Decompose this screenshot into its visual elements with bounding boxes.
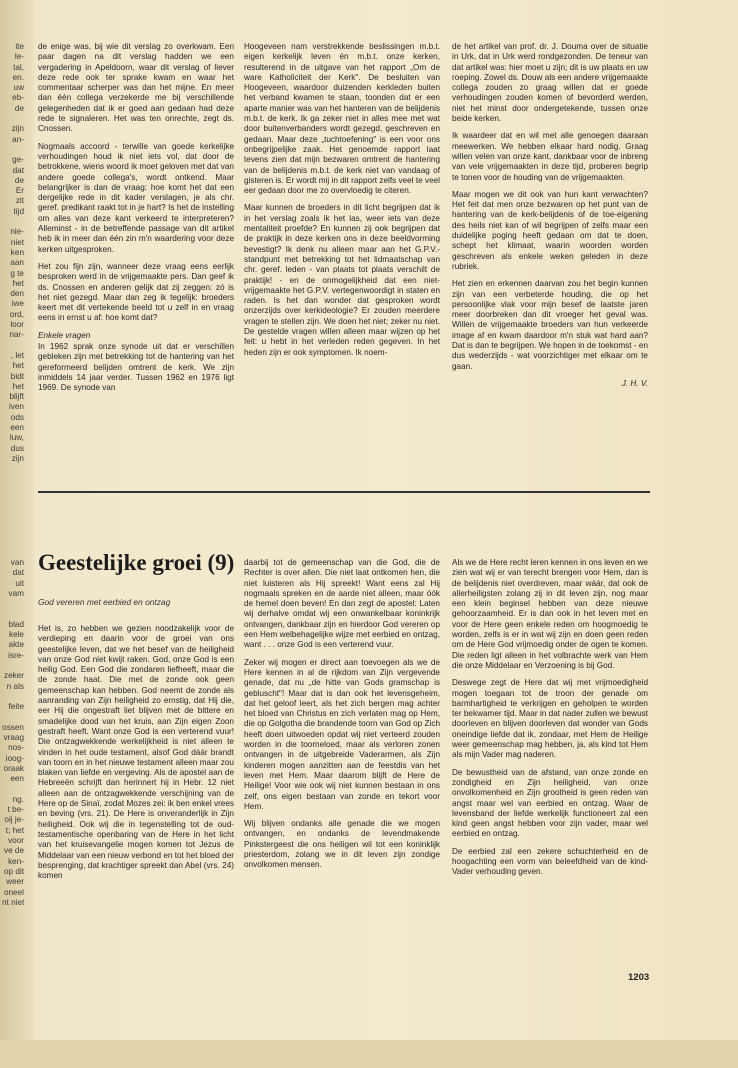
margin-fragment: van [10,558,24,567]
margin-fragment: zeker [3,671,24,681]
paragraph: Maar mogen we dit ook van hun kant verwachten? Het feit dat men onze bezwaren op het punt van de hantering van de kerk-belijdenis of de toe-eigening des heils niet kan of wil begrijpen of zelfs maar een duidelijke poging heeft gedaan om dat te doen, schept het klimaat, waarin woorden worden geschreven als enkele weken geleden in deze rubriek. [452,189,648,271]
margin-fragment: ossen [2,722,24,732]
margin-fragment: uw [13,83,24,93]
paragraph: Nogmaals accoord - terwille van goede kerkelijke verhoudingen houd ik niet iets vol, dat door de betrokkene, wiens woord ik moet geloven met dat van andere goede collega's, wordt ontkend. Maar belangrijker is dan de vraag: hoe komt het dat een dergelijke rede in dit kader verslagen, je als chr. geref. predikant raakt tot in je hart? Is het de instelling om alles van deze kant verkeerd te interpreteren? Alleminst - in de betreffende passage van dit artikel heb ik in meer dan één zin m'n waardering voor deze kerken uitgesproken. [38,141,234,254]
margin-fragment: ve de [3,846,24,856]
article-kicker: God vereren met eerbied en ontzag [38,597,171,607]
article-column-3 [452,558,648,958]
margin-fragment: oneel [3,887,24,897]
margin-fragment: ioog- [5,753,24,763]
margin-fragment: ods [10,412,24,422]
margin-fragment: zit [15,196,24,206]
margin-fragment [2,217,24,227]
margin-fragment: g te [10,268,24,278]
section-divider [38,491,650,493]
margin-fragments-bottom [2,558,24,908]
paragraph: Het zou fijn zijn, wanneer deze vraag eens eerlijk besproken werd in de vrijgemaakte pers. Dan geef ik ds. Cnossen en anderen gelijk dat zij zeggen: zó is het niet gezegd. Maar dan zeg ik tegelijk: broeders keert met dit vertekende beeld tot u zelf in en vraag eens in ernst u af: hoe komt dat? [38,261,234,323]
paragraph: De eerbied zal een zekere schuchterheid en de hoogachting een vorm van beleefdheid van de kind-Vader verhouding geven. [452,846,648,877]
margin-fragment: den [10,289,24,299]
margin-fragment: tal, [13,62,24,72]
paragraph: Als we de Here recht leren kennen in ons leven en we zien wat wij er van terecht brengen voor Hem, dan is de belijdenis niet overdreven, maar wáár, dat ook de allerheiligsten zolang zij in dit leven zijn, nog maar een klein beginsel hebben van deze nieuwe gehoorzaamheid. Er is dan ook in het leven met en voor de Here geen enkele reden om hoogmoedig te worden, zelfs is er in wat wij zijn en doen geen reden om de Here God vrijmoedig onder de ogen te komen. Die reden ligt alleen in het volbrachte werk van Hem die onze Middelaar en Verzoening is bij God. [452,558,648,670]
margin-fragment: zijn [11,124,24,134]
margin-fragment: ge- [12,155,24,165]
margin-fragment [2,114,24,124]
margin-fragment: n als [6,681,24,691]
margin-fragment: vam [8,588,24,598]
subheading: Enkele vragen [38,330,91,340]
margin-fragment: weer [6,877,24,887]
margin-fragment: een [10,422,24,432]
margin-fragments-top [2,42,24,464]
margin-fragment: Er [15,186,24,196]
margin-fragment: luw, [9,433,24,443]
margin-fragment: eb- [12,93,24,103]
margin-fragment: t be- [7,805,24,815]
margin-fragment: op dit [3,866,24,876]
article-column-1 [38,624,234,1024]
margin-fragment: de [14,175,24,185]
margin-fragment: aan [10,258,24,268]
article-column-2 [244,558,440,1024]
margin-fragment [2,712,24,722]
margin-fragment: voor [8,836,24,846]
paragraph: In 1962 sprak onze synode uit dat er verschillen gebleken zijn met betrekking tot de hantering van het gereformeerd belijden omtrent de kerk. We zijn inmiddels 14 jaar verder. Tussen 1962 en 1976 ligt 1969. De synode van [38,342,234,393]
margin-fragment [2,692,24,702]
margin-fragment: le- [14,52,24,62]
margin-fragment: iven [8,402,24,412]
paragraph: de het artikel van prof. dr. J. Douma over de situatie in Urk, dat in Urk werd rondgezonden. De teneur van dat artikel was: hier moet u zijn; dit is uw plaats en uw roeping. Zowel ds. Douw als een andere vrijgemaakte collega zouden zo graag willen dat er goede verhoudingen zouden komen of bevorderd werden, niet het minst door ondergetekende, tussen onze beide kerken. [452,42,648,124]
top-column-1 [38,42,234,482]
margin-fragment: nt niet [2,897,24,907]
margin-fragment: ken [10,247,24,257]
paragraph: daarbij tot de gemeenschap van die God, die de Rechter is over allen. Die niet laat ontkomen hen, die niet luisteren als Hij spreekt! Want eens zal Hij nogmaals spreken en de aarde niet alleen, maar óók de hemel doen beven! En dan zegt de apostel: Laten wij derhalve omdat wij een onwankelbaar koninkrijk ontvangen, dankbaar zijn en hierdoor God vereren op een Hem welbehagelijke wijze met eerbied en ontzag, want . . . onze God is een verterend vuur. [244,558,440,650]
margin-fragment: blad [8,619,24,629]
top-column-2 [244,42,440,482]
margin-fragment: het [12,381,24,391]
margin-fragment [2,145,24,155]
margin-fragment: het [12,361,24,371]
margin-fragment: feite [8,702,24,712]
margin-fragment: oraak [3,763,24,773]
margin-fragment: nar- [9,330,24,340]
margin-fragment: bidt [10,371,24,381]
paragraph: Deswege zegt de Here dat wij met vrijmoedigheid mogen toegaan tot de troon der genade om barmhartigheid te verkrijgen en geholpen te worden ter bekwamer tijd. Maar in dat nader zullen we bewust doorleven en blijven doorleven dat wonder van Gods oneindige liefde dat ik, zondaar, met Hem de Heilige weer gemeenschap mag hebben, ja, als kind tot Hem als mijn Vader mag naderen. [452,678,648,760]
margin-fragment: de [14,103,24,113]
margin-fragment [2,785,24,795]
paragraph: Wij blijven ondanks alle genade die we mogen ontvangen, en ondanks de levendmakende Pinkstergeest die ons heiligen wil tot een koninklijk priesterdom, zolang we in dit leven zijn zondige onvolkomen mensen. [244,819,440,870]
margin-fragment: tijd [13,206,24,216]
margin-fragment [2,341,24,351]
paragraph: De bewustheid van de afstand, van onze zonde en zondigheid en Zijn heiligheid, van onze onvolkomenheid en Zijn grootheid is geen reden van angst maar wel van eerbied en ontzag. Waar de levensband der liefde werkelijk functioneert zal een kind geen angst hebben voor zijn vader, maar wel eerbied en ontzag. [452,767,648,839]
margin-fragment [2,599,24,609]
author-signature: J. H. V. [621,378,648,388]
margin-fragment: blijft [9,392,24,402]
margin-fragment: het [12,278,24,288]
margin-fragment: loor [10,320,24,330]
margin-fragment: uit [15,578,24,588]
margin-fragment: dat [12,165,24,175]
margin-fragment [2,661,24,671]
margin-fragment: ken- [8,856,24,866]
margin-fragment: niet [10,237,24,247]
bottom-strip [0,1040,738,1068]
paragraph: Het is, zo hebben we gezien noodzakelijk voor de verdieping en daarin voor de groei van ons geestelijke leven, dat we het besef van de heiligheid van onze God niet kwijt raken. God, onze God is een heilig God. Een God die zondaren liefheeft, maar die de zonde haat. Die met de zonde ook geen gemeenschap kan hebben. God neemt de zonde als aanranding van Zijn heiligheid zo ernstig, dat Hij die, eer Hij die ongestraft liet blijven met de bittere en smadelijke dood van het kruis, aan Zijn eigen Zoon gestraft heeft. Want onze God is een verterend vuur! Die ontzagwekkende werkelijkheid is niet alleen te vinden in het oude testament, alsof God dáár brandt van toorn en in het nieuwe testament alleen maar zou blaken van liefde en vergeving. Als de apostel aan de Hebreeën schrijft dan herinnert hij in Hebr. 12 niet alleen aan de ontzagwekkende verschijning van de Here op de Sinaï, zodat Mozes zei: ik ben enkel vrees en beving (vrs. 21). De Here is onveranderlijk in Zijn heiligheid. Ook wij die in tegenstelling tot de oud-testamentische openbaring van de Here in het licht van het kruisevangelie mogen komen tot Jezus de Middelaar van een nieuw verbond en tot het bloed der besprenging, dat krachtiger spreekt dan Abel (vrs. 24) komen [38,624,234,881]
paragraph: Hoogeveen nam verstrekkende beslissingen m.b.t. eigen kerkelijk leven én m.b.t. onze kerken, resulterend in de uitgave van het rapport „Om de ware Katholiciteit der Kerk". De besluiten van Hoogeveen, waardoor duizenden kerkleden buiten het verband kwamen te staan, toonden dat er een aparte manier was van het hanteren van de belijdenis m.b.t. de kerk. Ik ga zeker niet in alles mee met wat door buitenverbanders wordt gezegd, geschreven en gedaan. Maar deze „tuchtoefening" is een voor ons onbegrijpelijke zaak. Het genoemde rapport laat tevens zien dat mijn bezwaren omtrent de hantering van de belijdenis m.b.t. de kerk niet van vandaag of gisteren is. Er wordt mij in dit rapport zelfs veel te veel eer gedaan door me zo overvloedig te citeren. [244,42,440,196]
margin-fragment: nos- [8,743,24,753]
margin-fragment: oij je- [4,815,24,825]
margin-fragment: ite [15,42,24,51]
page-number: 1203 [628,972,650,983]
margin-fragment: dus [10,443,24,453]
paragraph: Maar kunnen de broeders in dit licht begrijpen dat ik in het verslag zoals ik het las, weer iets van deze mentaliteit proefde? En kunnen zij ook begrijpen dat de praktijk in deze kerken ons in deze beeldvorming bevestigt? Ik denk nu alleen maar aan het G.P.V.-standpunt met betrekking tot het lidmaatschap van chr. geref. leden - van plaats tot plaats verschilt de praktijk! - en de onmogelijkheid dat een niet-vrijgemaakte het G.P.V. vertegenwoordigt in staten en raden. Is het dan wonder dat gesproken wordt onzerzijds over kerkideologie? Er zouden meerdere vragen te stellen zijn. We doen het niet; zeker nu niet. De gestelde vragen willen alleen maar wijzen op het feit: u hebt in het verleden reden gegeven. In het heden zijn er ook symptomen. Ik noem- [244,203,440,357]
margin-fragment: dat [12,568,24,578]
margin-fragment: ng. [12,794,24,804]
margin-fragment: an- [12,134,24,144]
margin-fragment: zijn [11,453,24,463]
margin-fragment [2,609,24,619]
article-title: Geestelijke groei (9) [38,550,235,575]
margin-fragment: t; het [5,825,24,835]
paragraph: de enige was, bij wie dit verslag zo overkwam. Een paar dagen na dit verslag hadden we een vergadering in Apeldoorn, waar dit verslag of liever deze rede ook ter sprake kwam en waar het commentaar scherper was dan het mijne. En meer dan één collega verzekerde me bij verschillende gelegenheden dat ik er goed aan gedaan had deze rede te signaleren. Het was ten onrechte, zegt ds. Cnossen. [38,42,234,134]
paragraph: Ik waardeer dat en wil met alle genoegen daaraan meewerken. We hebben elkaar hard nodig. Graag willen velen van onze kant, dankbaar voor de inbreng van vele vrijgemaakten in deze tijd, proberen begrip te tonen voor de houding van de vrijgemaakten. [452,131,648,182]
margin-fragment: isre- [8,650,24,660]
paragraph: Zeker wij mogen er direct aan toevoegen als we de Here kennen in al de rijkdom van Zijn vergevende genade, dat nu „de hitte van Gods gramschap is gebluscht"! Maar dat is dan ook het levensgeheim, dat het geloof leert, als het zich bergen mag achter het bloed van Christus en zich verlaten mag op Hem, die op Golgotha die brandende toorn van God op Zich heeft doen uitwoeden opdat wij niet verteerd zouden worden in die toorneloed, maar als verloren zonen ontvangen in de uitgebreide Vaderarmen, als Zijn kinderen mogen aanzitten aan de feestdis van het leven met Hem. Maar daarom blijft de Here de Heilige! Voor wie ook wij niet kunnen bestaan in ons zelf, ons eigen bestaan van zonde en tekort voor Hem. [244,657,440,811]
margin-fragment: ord, [9,309,24,319]
margin-fragment: vraag [3,733,24,743]
margin-fragment: een [10,774,24,784]
margin-fragment: akte [8,640,24,650]
paragraph: Het zien en erkennen daarvan zou het begin kunnen zijn van een verbeterde houding, die op het persoonlijke vlak voor mijn besef de laatste jaren meer doorbreken dan dit vroeger het geval was. Willen de vrijgemaakte broeders van hun verkeerde image af en kwam daardoor m'n stuk wat hard aan? Dat is dan te begrijpen. We hopen in de toekomst - en dus wederzijds - wat voorzichtiger met elkaar om te gaan. [452,279,648,371]
top-column-3 [452,42,648,482]
margin-fragment: en. [12,72,24,82]
margin-fragment: , let [10,350,24,360]
margin-fragment: nie- [10,227,24,237]
margin-fragment: iwe [11,299,24,309]
margin-fragment: kele [8,630,24,640]
